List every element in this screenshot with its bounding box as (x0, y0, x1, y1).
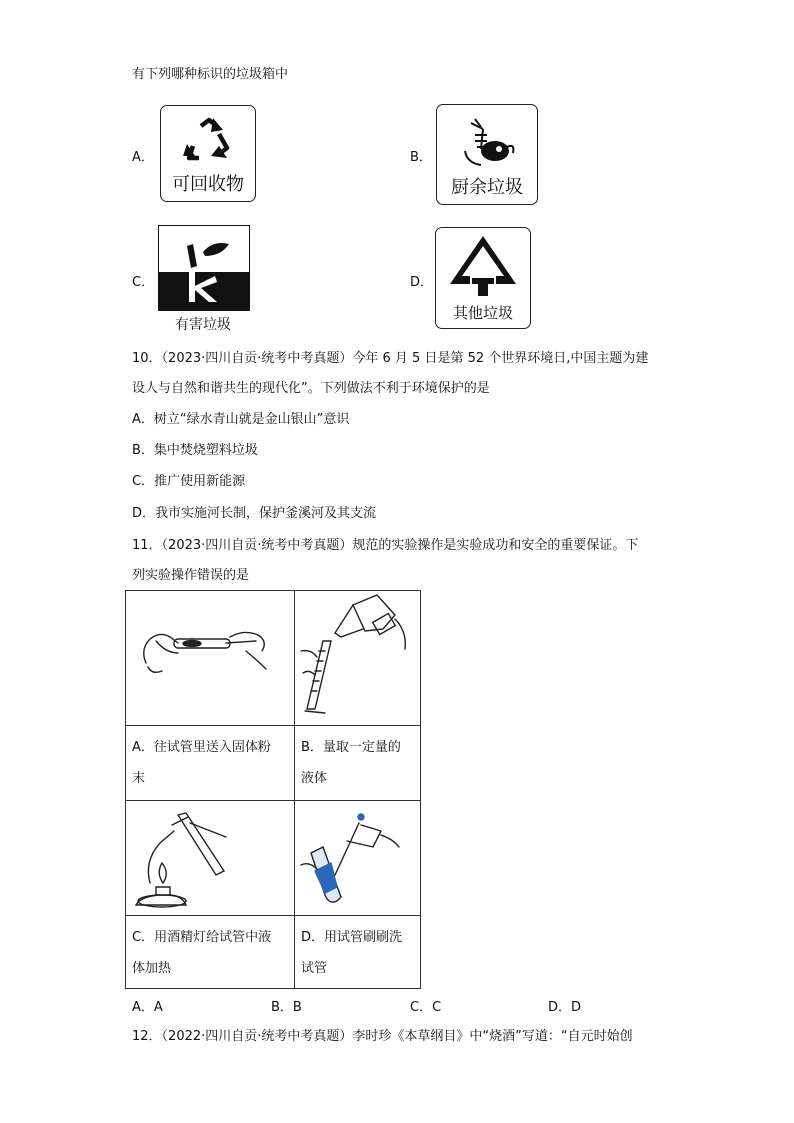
q12-stem-line1: 12．（2022·四川自贡·统考中考真题）李时珍《本草纲目》中“烧酒”写道：“自元时始创 (132, 1029, 633, 1044)
q9-option-d-caption: 其他垃圾 (452, 304, 513, 322)
hazardous-waste-icon (159, 226, 249, 310)
q11-answer-c: C．C (410, 1000, 442, 1015)
food-waste-icon (437, 109, 537, 175)
other-waste-icon (436, 232, 530, 302)
q11-cell-b-image (295, 591, 421, 726)
recycle-icon (161, 112, 255, 172)
q11-cell-d-text: D．用试管刷刷洗 试管 (301, 930, 403, 976)
q10-option-c: C．推广使用新能源 (132, 474, 246, 489)
q11-answer-a: A．A (132, 1000, 163, 1015)
q10-stem-line2: 设人与自然和谐共生的现代化”。下列做法不利于环境保护的是 (132, 381, 490, 396)
q9-option-c-sign (158, 225, 250, 311)
q9-option-b-sign (436, 104, 538, 205)
q11-stem-line1: 11．（2023·四川自贡·统考中考真题）规范的实验操作是实验成功和安全的重要保证。下 (132, 538, 639, 553)
q11-answer-d: D．D (548, 1000, 582, 1015)
q9-option-c-label: C． (132, 275, 155, 290)
q10-option-b: B．集中焚烧塑料垃圾 (132, 443, 258, 458)
q11-answer-b: B．B (271, 1000, 302, 1015)
q9-option-a-caption: 可回收物 (172, 174, 244, 195)
q11-cell-a-image (126, 591, 295, 726)
q9-option-d-label: D． (410, 275, 434, 290)
alcohol-lamp-heating-icon (126, 801, 294, 915)
q9-tail-text: 有下列哪种标识的垃圾箱中 (132, 67, 289, 82)
q11-cell-c-text: C．用酒精灯给试管中液 体加热 (132, 930, 272, 976)
graduated-cylinder-icon (295, 591, 420, 725)
q9-option-b-caption: 厨余垃圾 (451, 177, 523, 198)
q11-stem-line2: 列实验操作错误的是 (132, 568, 250, 583)
q10-option-d: D．我市实施河长制，保护釜溪河及其支流 (132, 506, 377, 521)
q9-option-a-label: A． (132, 150, 154, 165)
q9-option-d-sign (435, 227, 531, 329)
q10-option-a: A．树立“绿水青山就是金山银山”意识 (132, 412, 350, 427)
q9-option-c-caption: 有害垃圾 (175, 317, 231, 333)
q11-cell-d-image (295, 801, 421, 916)
q11-cell-b-text: B．量取一定量的 液体 (301, 740, 401, 786)
q9-option-a-sign (160, 105, 256, 202)
q9-option-b-label: B． (410, 150, 432, 165)
q11-cell-a-text: A．往试管里送入固体粉 末 (132, 740, 271, 786)
test-tube-powder-icon (126, 591, 294, 725)
q11-options-table (125, 590, 421, 989)
q10-stem-line1: 10．（2023·四川自贡·统考中考真题）今年 6 月 5 日是第 52 个世界环境日,中国主题为建 (132, 351, 649, 366)
q11-cell-c-image (126, 801, 295, 916)
test-tube-brush-icon (295, 801, 420, 915)
